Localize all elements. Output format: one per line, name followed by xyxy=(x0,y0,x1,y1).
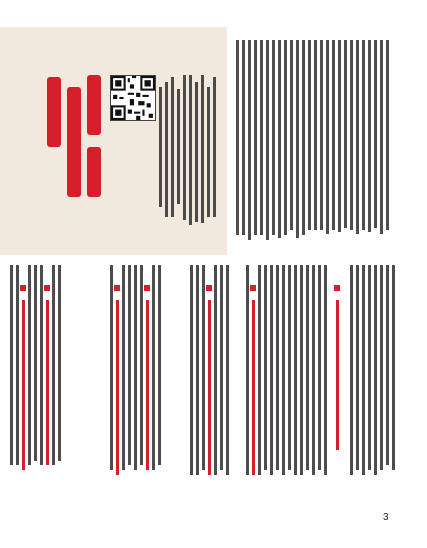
page-number: 3 xyxy=(383,512,389,523)
qr-code xyxy=(110,75,156,121)
section-bullet xyxy=(250,285,256,291)
section-bullet xyxy=(20,285,26,291)
section-bullet xyxy=(334,285,340,291)
title-glyph xyxy=(47,77,61,147)
section-bullet xyxy=(44,285,50,291)
title-glyph xyxy=(67,87,81,197)
section-bullet xyxy=(206,285,212,291)
title-glyph xyxy=(87,75,101,135)
title-glyph xyxy=(87,147,101,197)
qr-code-graphic xyxy=(111,76,155,120)
masthead-panel xyxy=(0,27,227,255)
section-bullet xyxy=(144,285,150,291)
journal-title-logo xyxy=(25,67,120,217)
section-bullet xyxy=(114,285,120,291)
